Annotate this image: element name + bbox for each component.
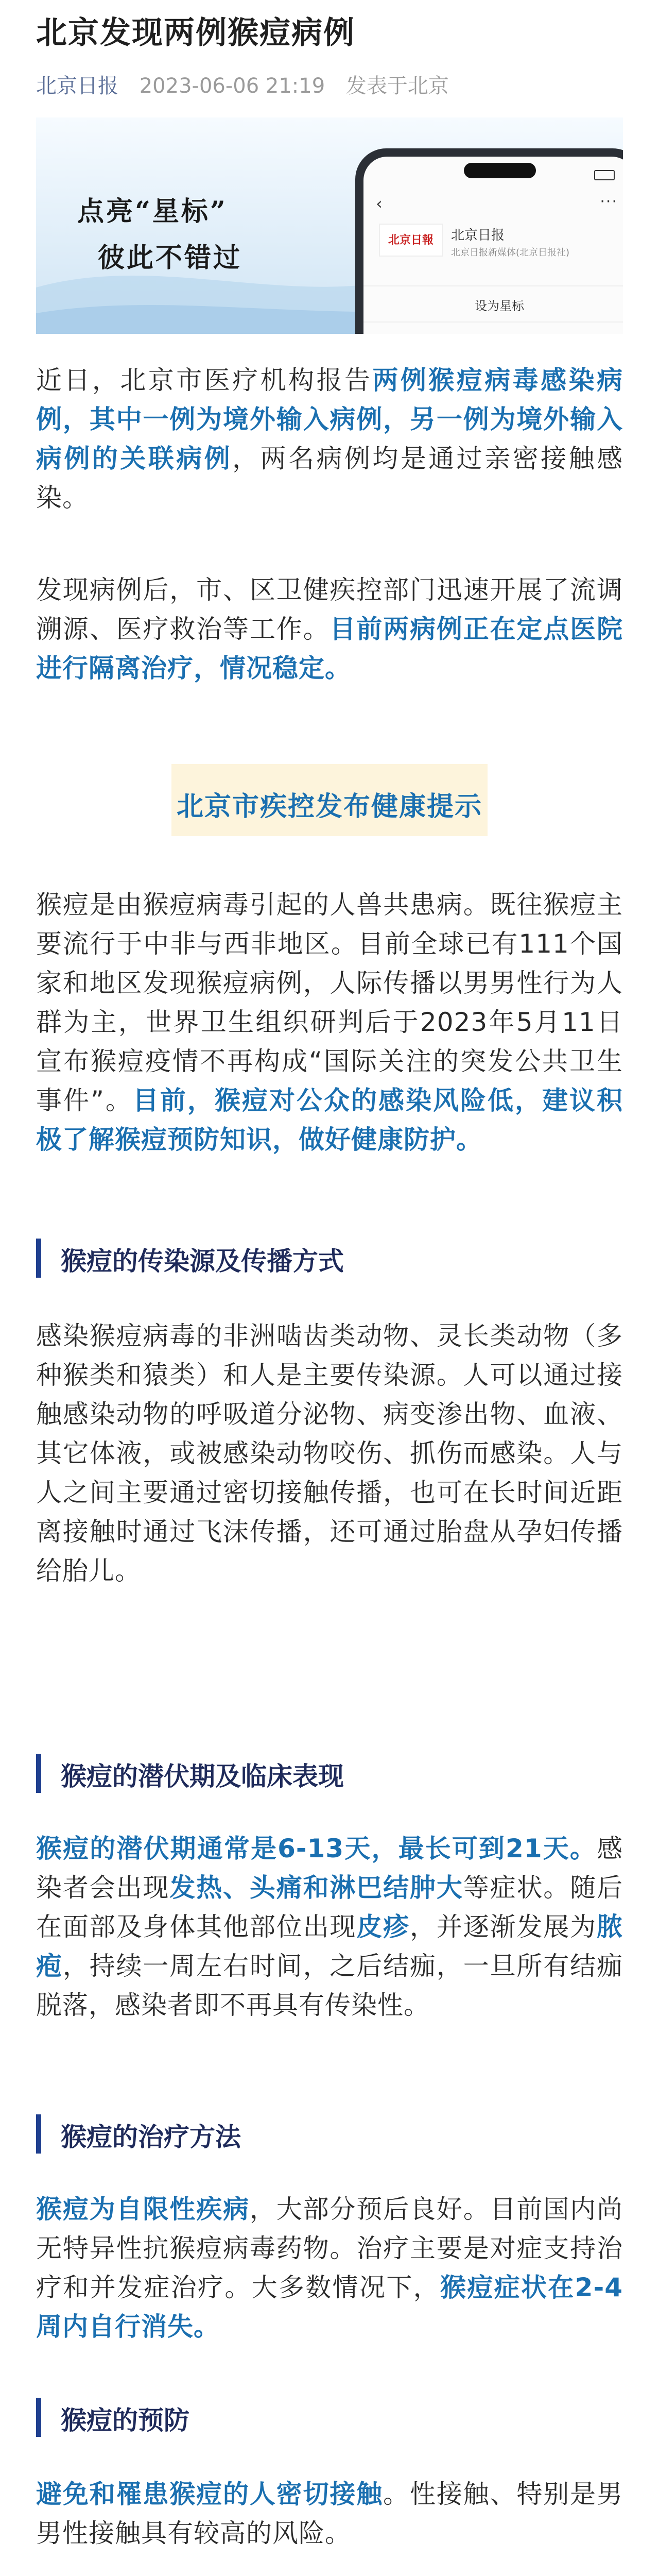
text-run: ，两名病例均是通过亲密接触感染。 [36, 444, 623, 513]
banner-line-1: 点亮“星标” [77, 196, 228, 227]
text-run: ，持续一周左右时间，之后结痂，一旦所有结痂脱落，感染者即不再具有传染性。 [36, 1951, 623, 2020]
divider [363, 321, 623, 323]
highlight-text: 猴痘的潜伏期通常是6-13天，最长可到21天。 [36, 1834, 597, 1863]
highlight-text: 发热、头痛和淋巴结肿大 [169, 1873, 463, 1903]
divider [363, 285, 623, 286]
phone-app-name: 北京日报 [451, 228, 505, 243]
text-run: 发现病例后，市、区卫健疾控部门迅速开展了流调溯源、医疗救治等工作。 [36, 575, 623, 644]
banner-line-2: 彼此不错过 [98, 242, 242, 274]
paragraph-treatment [36, 2190, 623, 2346]
set-star-button: 设为星标 [475, 299, 524, 313]
back-arrow-icon: ‹ [376, 194, 383, 213]
paragraph-prevention-contact [36, 2475, 623, 2553]
text-run: ，大部分预后良好。目前国内尚无特异性抗猴痘病毒药物。治疗主要是对症支持治疗和并发症治疗。大多数情况下， [36, 2194, 623, 2302]
paragraph-response [36, 570, 623, 688]
paragraph-transmission: 感染猴痘病毒的非洲啮齿类动物、灵长类动物（多种猴类和猿类）和人是主要传染源。人可以通过接触感染动物的呼吸道分泌物、病变渗出物、血液、其它体液，或被感染动物咬伤、抓伤而感染。人与人之间主要通过密切接触传播，也可在长时间近距离接触时通过飞沫传播，还可通过胎盘从孕妇传播给胎儿。 [36, 1321, 623, 1586]
highlight-text: 两例猴痘病毒感染病例，其中一例为境外输入病例，另一例为境外输入病例的关联病例 [36, 365, 623, 473]
paragraph-intro [36, 361, 623, 517]
highlight-text: 猴痘为自限性疾病 [36, 2194, 250, 2224]
phone-notch [464, 163, 536, 178]
phone-screen [363, 157, 623, 334]
highlight-text: 皮疹 [356, 1912, 410, 1942]
star-banner [36, 117, 623, 334]
highlight-text: 猴痘症状在2-4周内自行消失。 [36, 2273, 623, 2342]
source-link[interactable]: 北京日报 [36, 74, 118, 98]
highlight-text: 目前，猴痘对公众的感染风险低，建议积极了解猴痘预防知识，做好健康防护。 [36, 1086, 623, 1155]
publish-time: 2023-06-06 21:19 [139, 74, 325, 98]
paragraph-background [36, 885, 623, 1159]
section-title: 猴痘的潜伏期及临床表现 [61, 1761, 344, 1791]
section-title: 猴痘的预防 [61, 2405, 189, 2435]
text-run: 近日，北京市医疗机构报告 [36, 365, 373, 395]
section-title: 猴痘的治疗方法 [61, 2122, 241, 2152]
highlight-text: 脓疱 [36, 1912, 623, 1981]
section-bar [36, 1754, 41, 1793]
health-notice-title: 北京市疾控发布健康提示 [176, 791, 482, 822]
section-title: 猴痘的传染源及传播方式 [61, 1246, 344, 1276]
section-bar [36, 2398, 41, 2437]
text-run: 感染者会出现 [36, 1834, 623, 1903]
article-title: 北京发现两例猴痘病例 [36, 15, 355, 51]
app-logo: 北京日報 [379, 224, 443, 257]
battery-icon [594, 170, 615, 180]
text-run: 猴痘是由猴痘病毒引起的人兽共患病。既往猴痘主要流行于中非与西非地区。目前全球已有111个国家和地区发现猴痘病例，人际传播以男男性行为人群为主，世界卫生组织研判后于2023年5月11日宣布猴痘疫情不再构成“国际关注的突发公共卫生事件”。 [36, 890, 623, 1115]
highlight-text: 避免和罹患猴痘的人密切接触 [36, 2479, 384, 2509]
section-bar [36, 1239, 41, 1278]
paragraph-symptoms [36, 1829, 623, 2025]
text-run: 等症状。随后在面部及身体其他部位出现 [36, 1873, 623, 1942]
phone-mockup [355, 148, 623, 334]
text-run: ，并逐渐发展为 [410, 1912, 597, 1942]
highlight-text: 目前两病例正在定点医院进行隔离治疗，情况稳定。 [36, 614, 623, 683]
health-notice-banner [171, 764, 488, 836]
more-icon: ··· [600, 193, 618, 211]
phone-app-subtitle: 北京日报新媒体(北京日报社) [451, 247, 570, 258]
publish-location: 发表于北京 [345, 74, 449, 98]
section-bar [36, 2114, 41, 2154]
article-meta [36, 70, 449, 99]
text-run: 。性接触、特别是男男性接触具有较高的风险。 [36, 2479, 623, 2548]
